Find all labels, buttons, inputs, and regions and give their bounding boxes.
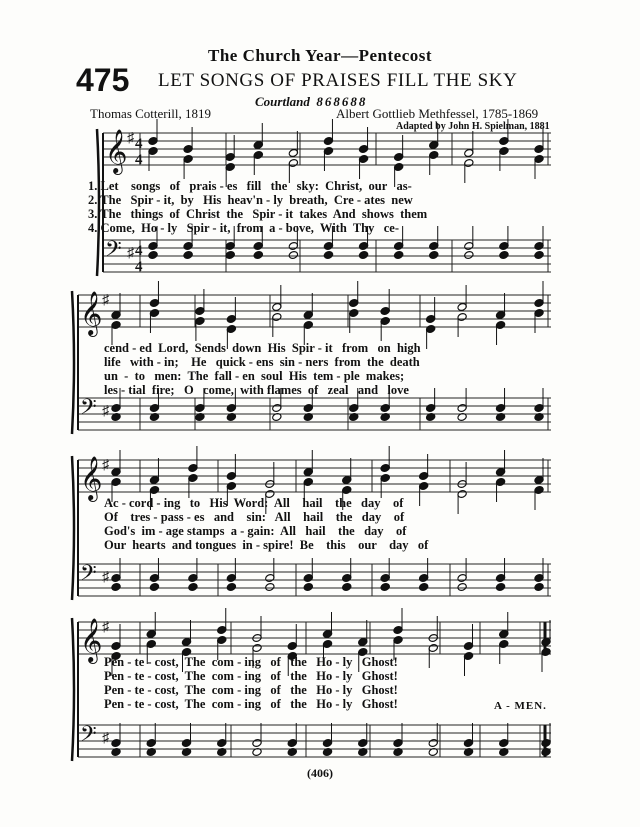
note-head <box>148 251 158 260</box>
lyric-line: Pen - te - cost, The com - ing of the Ho - ly Ghost! <box>104 669 398 683</box>
note-head <box>457 583 467 592</box>
bass-clef-icon: 𝄢 <box>105 237 122 267</box>
time-signature-top: 4 <box>135 136 143 152</box>
lyric-line: Pen - te - cost, The com - ing of the Ho - ly Ghost! <box>104 683 398 697</box>
note-head <box>225 251 235 260</box>
bass-clef-icon: 𝄢 <box>80 561 97 591</box>
note-head <box>380 583 390 592</box>
key-sharp-icon: ♯ <box>102 458 109 473</box>
lyric-line: Pen - te - cost, The com - ing of the Ho - ly Ghost! <box>104 655 398 669</box>
lyric-line: life with - in; He quick - ens sin - ners from the death <box>104 355 420 369</box>
note-head <box>495 583 505 592</box>
note-head <box>149 583 159 592</box>
key-sharp-icon: ♯ <box>102 404 109 419</box>
note-head <box>111 583 121 592</box>
page-number: (406) <box>307 766 333 780</box>
note-head <box>534 583 544 592</box>
time-signature-bottom: 4 <box>135 259 143 275</box>
treble-clef-icon: 𝄞 <box>105 129 128 173</box>
note-head <box>303 583 313 592</box>
bass-clef-icon: 𝄢 <box>80 395 97 425</box>
amen-text: A - MEN. <box>494 700 547 712</box>
lyric-line: un - to men: The fall - en soul His tem - ple makes; <box>104 369 405 383</box>
brace <box>72 456 74 600</box>
time-signature-top: 4 <box>135 243 143 259</box>
lyric-line: Ac - cord - ing to His Word: All hail the day of <box>104 496 404 510</box>
note-head <box>358 251 368 260</box>
key-sharp-icon: ♯ <box>102 731 109 746</box>
note-head <box>188 583 198 592</box>
note-head <box>183 251 193 260</box>
note-head <box>499 251 509 260</box>
brace <box>72 618 74 761</box>
adaptation-credit: Adapted by John H. Spielman, 1881 <box>396 121 550 132</box>
tune-label: Courtland <box>255 94 310 109</box>
lyric-line: Of tres - pass - es and sin: All hail the day of <box>104 510 405 524</box>
note-head <box>342 583 352 592</box>
note-head <box>464 251 474 260</box>
time-signature-bottom: 4 <box>135 152 143 168</box>
key-sharp-icon: ♯ <box>102 570 109 585</box>
lyric-line: 3. The things of Christ the Spir - it takes And shows them <box>88 207 428 221</box>
treble-clef-icon: 𝄞 <box>80 456 103 500</box>
section-header: The Church Year—Pentecost <box>207 46 433 65</box>
hymn-number: 475 <box>76 62 130 98</box>
treble-clef-icon: 𝄞 <box>80 618 103 662</box>
note-head <box>226 583 236 592</box>
note-head <box>265 583 275 592</box>
lyric-line: 2. The Spir - it, by His heav'n - ly breath, Cre - ates new <box>88 193 413 207</box>
key-sharp-icon: ♯ <box>102 293 109 308</box>
bass-clef-icon: 𝄢 <box>80 722 97 752</box>
key-sharp-icon: ♯ <box>127 131 134 146</box>
lyric-line: Pen - te - cost, The com - ing of the Ho - ly Ghost! <box>104 697 398 711</box>
note-head <box>323 251 333 260</box>
brace <box>72 291 74 434</box>
note-head <box>253 251 263 260</box>
note-head <box>394 251 404 260</box>
key-sharp-icon: ♯ <box>102 620 109 635</box>
lyric-line: Our hearts and tongues in - spire! Be this our day of <box>104 538 429 552</box>
hymn-title: LET SONGS OF PRAISES FILL THE SKY <box>158 70 518 91</box>
note-head <box>419 583 429 592</box>
music-composer: Albert Gottlieb Methfessel, 1785-1869 <box>336 106 539 121</box>
note-head <box>429 251 439 260</box>
lyric-line: God's im - age stamps a - gain: All hail the day of <box>104 524 407 538</box>
note-head <box>288 251 298 260</box>
lyric-line: cend - ed Lord, Sends down His Spir - it from on high <box>104 341 421 355</box>
lyric-line: 4. Come, Ho - ly Spir - it, from a - bove, With Thy ce- <box>88 221 399 235</box>
treble-clef-icon: 𝄞 <box>80 291 103 335</box>
lyric-line: les - tial fire; O come, with flames of zeal and love <box>104 383 409 397</box>
text-author: Thomas Cotterill, 1819 <box>90 106 211 121</box>
lyric-line: 1. Let songs of prais - es fill the sky: Christ, our as- <box>88 179 412 193</box>
key-sharp-icon: ♯ <box>127 246 134 261</box>
note-head <box>534 251 544 260</box>
tune-meter: 868688 <box>316 94 368 109</box>
